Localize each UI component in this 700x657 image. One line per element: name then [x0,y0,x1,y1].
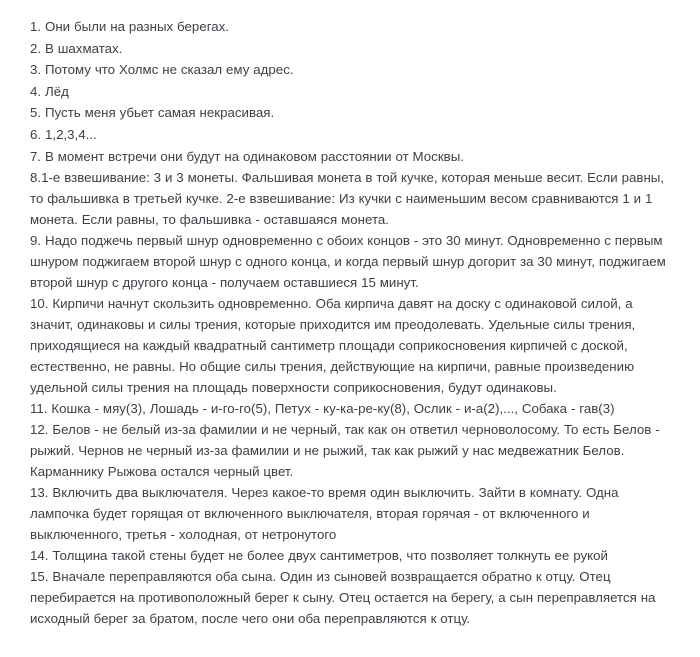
answer-item: 15. Вначале переправляются оба сына. Один из сыновей возвращается обратно к отцу. Отец перебирается на противоположный берег к сыну. Отец остается на берегу, а сын переправляется на исходный берег за братом, после чего они оба переправляются к отцу. [30,569,656,627]
answer-item: 3. Потому что Холмс не сказал ему адрес. [30,62,294,78]
answer-item: 7. В момент встречи они будут на одинаковом расстоянии от Москвы. [30,148,464,164]
answer-item: 13. Включить два выключателя. Через какое-то время один выключить. Зайти в комнату. Одна лампочка будет горящая от включенного выключателя, вторая горячая - от включенного и выключенного, третья - холодная, от нетронутого [30,485,619,543]
answer-item: 11. Кошка - мяу(3), Лошадь - и-го-го(5), Петух - ку-ка-ре-ку(8), Ослик - и-а(2),..., Собака - гав(3) [30,401,615,417]
answer-item: 5. Пусть меня убьет самая некрасивая. [30,105,275,121]
answer-item: 2. В шахматах. [30,40,123,56]
answer-item: 6. 1,2,3,4... [30,126,97,142]
answer-item: 12. Белов - не белый из-за фамилии и не черный, так как он ответил черноволосому. То есть Белов - рыжий. Чернов не черный из-за фамилии и не рыжий, так как рыжий у нас медвежатник Белов. Карманнику Рыжова остался черный цвет. [30,422,660,480]
answer-item: 8.1-е взвешивание: 3 и 3 монеты. Фальшивая монета в той кучке, которая меньше весит. Если равны, то фальшивка в третьей кучке. 2-е взвешивание: Из кучки с наименьшим весом сравниваются 1 и 1 монета. Если равны, то фальшивка - оставшаяся монета. [30,170,665,228]
answer-item: 10. Кирпичи начнут скользить одновременно. Оба кирпича давят на доску с одинаковой силой, а значит, одинаковы и силы трения, которые приходится им преодолевать. Удельные силы трения, приходящиеся на каждый квадратный сантиметр площади соприкосновения кирпичей с доской, естественно, не равны. Но общие силы трения, действующие на кирпичи, равные произведению удельной силы трения на площадь поверхности соприкосновения, будут одинаковы. [30,296,636,396]
answer-item: 14. Толщина такой стены будет не более двух сантиметров, что позволяет толкнуть ее рукой [30,548,608,564]
answer-item: 4. Лёд [30,83,69,99]
answer-item: 1. Они были на разных берегах. [30,19,230,34]
answer-item: 9. Надо поджечь первый шнур одновременно с обоих концов - это 30 минут. Одновременно с первым шнуром поджигаем второй шнур с одного конца, и когда первый шнур догорит за 30 минут, поджигаем второй шнур с другого конца - получаем оставшиеся 15 минут. [30,233,666,291]
